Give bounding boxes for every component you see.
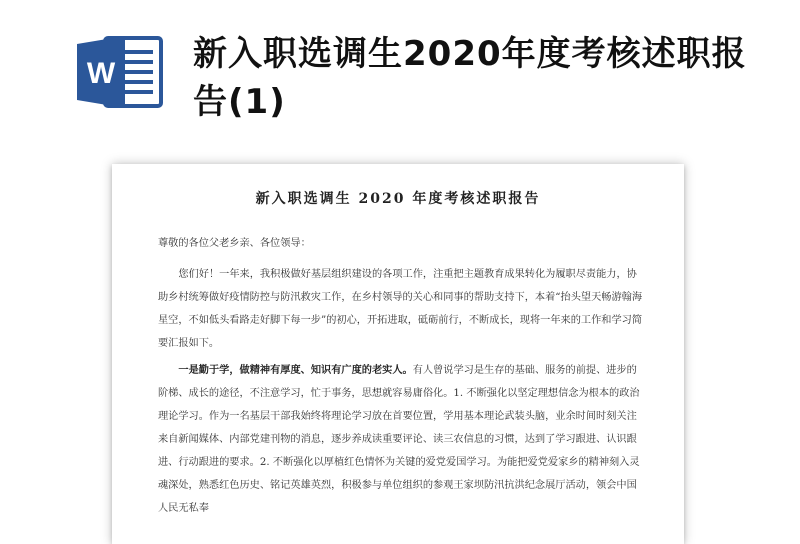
section-1-heading: 一是勤于学，做精神有厚度、知识有广度的老实人。 [178,364,413,376]
header [0,0,800,150]
word-letter: W [86,57,116,90]
page-title: 新入职选调生2020年度考核述职报告(1) [193,34,747,122]
document-body [158,232,644,524]
word-document-icon [75,34,165,110]
document-title: 新入职选调生 2020 年度考核述职报告 [255,191,541,207]
section-1-text: 有人曾说学习是生存的基础、服务的前提、进步的阶梯、成长的途径，不注意学习，忙于事务，思想就容易庸俗化。1. 不断强化以坚定理想信念为根本的政治理论学习。作为一名基层干部我始终将理论学习放在首要位置，学用基本理论武装头脑，业余时间时刻关注来自新闻媒体、内部党建刊物的消息，逐步养成读重要评论、读三农信息的习惯，达到了学习跟进、认识跟进、行动跟进的要求。2. 不断强化以厚植红色情怀为关键的爱党爱国学习。为能把爱党爱家乡的精神刻入灵魂深处，熟悉红色历史、铭记英雄英烈，积极参与单位组织的参观王家坝防汛抗洪纪念展厅活动，领会中国人民无私奉 [158,365,640,514]
salutation: 尊敬的各位父老乡亲、各位领导： [158,238,311,249]
document-preview [112,164,684,544]
paragraph-section-1 [158,359,644,520]
paragraph-intro: 您们好！一年来，我积极做好基层组织建设的各项工作，注重把主题教育成果转化为履职尽责能力，协助乡村统筹做好疫情防控与防汛救灾工作，在乡村领导的关心和同事的帮助支持下，本着“抬头望天畅游翰海星空，不如低头看路走好脚下每一步”的初心，开拓进取，砥砺前行，不断成长，现将一年来的工作和学习简要汇报如下。 [158,269,643,349]
